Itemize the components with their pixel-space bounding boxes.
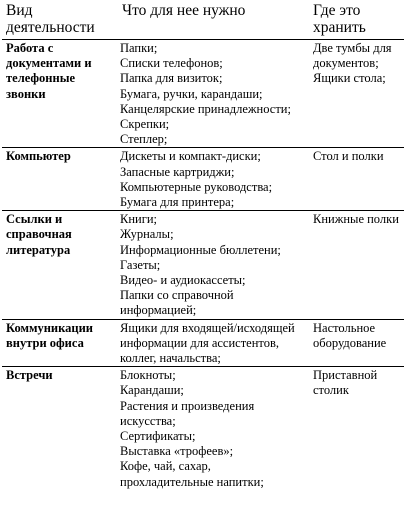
needs-item: Растения и произведения искусства;	[120, 398, 255, 428]
needs-item: Кофе, чай, сахар, прохладительные напитки;	[120, 459, 264, 489]
needs-item: Информационные бюллетени;	[120, 242, 281, 257]
table-row	[2, 40, 404, 148]
needs-list	[120, 212, 305, 318]
activity-cell: Работа с документами и телефонные звонки	[2, 40, 114, 148]
table-row	[2, 319, 404, 367]
header-row	[2, 1, 404, 40]
table-row	[2, 211, 404, 319]
needs-item: Карандаши;	[120, 383, 184, 398]
needs-item: Степлер;	[120, 132, 168, 147]
needs-cell	[114, 40, 307, 148]
needs-item: Канцелярские принадлежности;	[120, 101, 291, 116]
needs-item: Выставка «трофеев»;	[120, 444, 234, 459]
where-cell: Приставной столик	[313, 368, 378, 398]
needs-list	[120, 149, 305, 210]
needs-item: Журналы;	[120, 227, 174, 242]
where-cell: Стол и полки	[307, 148, 404, 211]
needs-list	[120, 321, 305, 367]
needs-list	[120, 368, 305, 490]
needs-item: Бумага для принтера;	[120, 195, 235, 210]
needs-item: Списки телефонов;	[120, 56, 223, 71]
needs-cell	[114, 148, 307, 211]
needs-list	[120, 41, 305, 147]
header-where: Где это хранить	[307, 1, 404, 40]
needs-item: Книги;	[120, 212, 158, 227]
header-needs: Что для нее нужно	[114, 1, 307, 40]
needs-cell	[114, 319, 307, 367]
needs-item: Папки;	[120, 41, 158, 55]
needs-item: Бумага, ручки, карандаши;	[120, 86, 263, 101]
needs-item: Компьютерные руководства;	[120, 179, 273, 194]
needs-item: Газеты;	[120, 257, 161, 272]
needs-item: Папки со справочной информацией;	[120, 288, 234, 318]
header-activity: Вид деятельности	[2, 1, 114, 40]
activity-cell: Компьютер	[2, 148, 114, 211]
needs-item: Папка для визиток;	[120, 71, 223, 86]
where-cell: Книжные полки	[307, 211, 404, 319]
activity-cell: Ссылки и справочная литература	[2, 211, 114, 319]
needs-item: Блокноты;	[120, 368, 176, 383]
table-row	[2, 148, 404, 211]
needs-item: Дискеты и компакт-диски;	[120, 149, 261, 164]
needs-item: Ящики для входящей/исходящей информации для ассистентов, коллег, начальства;	[120, 320, 295, 366]
table-body	[2, 40, 404, 490]
activity-storage-table	[2, 1, 404, 490]
needs-cell	[114, 367, 307, 490]
table-row	[2, 367, 404, 490]
needs-item: Сертификаты;	[120, 429, 196, 444]
where-cell: Две тумбы для документов; Ящики стола;	[307, 40, 404, 148]
needs-cell	[114, 211, 307, 319]
needs-item: Запасные картриджи;	[120, 164, 235, 179]
activity-cell: Коммуникации внутри офиса	[2, 319, 114, 367]
needs-item: Видео- и аудиокассеты;	[120, 273, 246, 288]
where-cell: Настольное оборудование	[307, 319, 404, 367]
needs-item: Скрепки;	[120, 117, 170, 132]
activity-cell: Встречи	[6, 368, 53, 383]
